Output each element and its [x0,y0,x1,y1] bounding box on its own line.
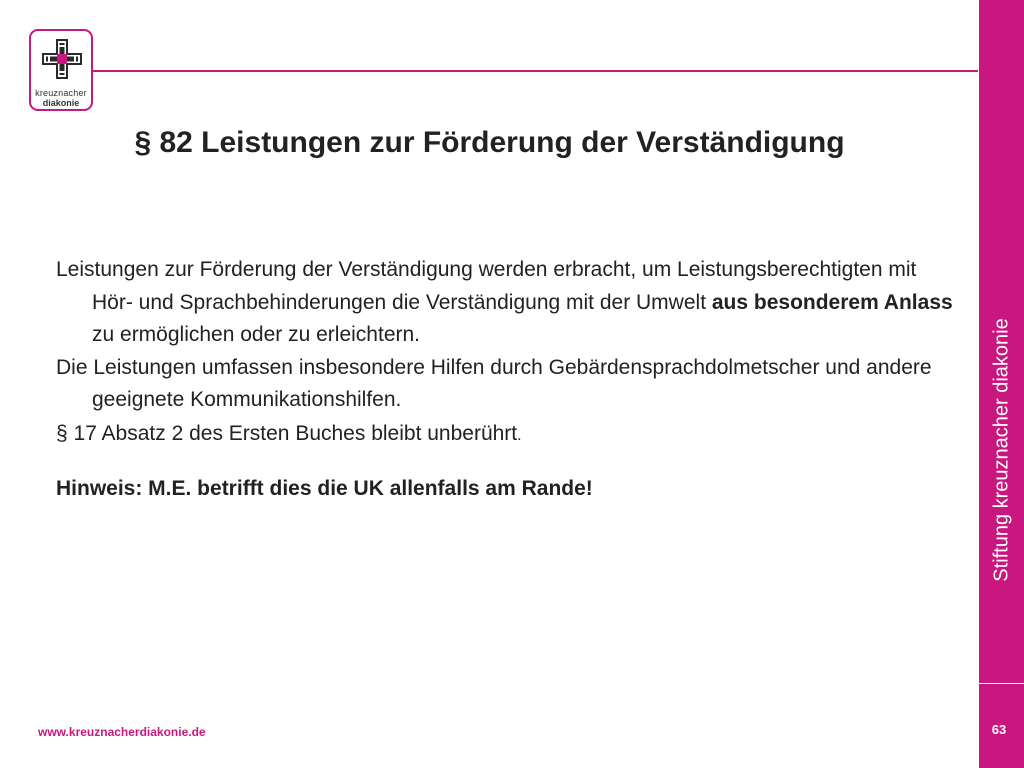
paragraph-3-text: § 17 Absatz 2 des Ersten Buches bleibt unberührt [56,421,518,445]
paragraph-1-bold: aus besonderem Anlass [711,290,953,314]
logo [29,29,93,111]
header-divider [93,70,978,72]
note-paragraph: Hinweis: M.E. betrifft dies die UK allenfalls am Rande! [56,477,593,500]
paragraph-2: Die Leistungen umfassen insbesondere Hilfen durch Gebärdensprachdolmetscher und andere geeignete Kommunikationshilfen. [56,355,932,411]
page-title: § 82 Leistungen zur Förderung der Verständigung [134,126,845,159]
paragraph-1-before: Leistungen zur Förderung der Verständigung werden erbracht, um Leistungsberechtigten mit Hör- und Sprachbehinderungen die Verständigung mit der Umwelt [56,258,917,314]
paragraph-3-end: . [517,426,522,444]
sidebar-divider [979,683,1024,684]
body-text [56,254,956,506]
logo-text-diakonie: diakonie [42,98,80,108]
paragraph-3 [56,418,956,453]
sidebar-vertical-text: Stiftung kreuznacher diakonie [990,318,1013,582]
paragraph-1 [56,254,956,352]
logo-text-kreuznacher: kreuznacher [35,88,87,98]
page-number: 63 [991,722,1007,737]
cross-logo-icon [40,37,84,81]
footer-url[interactable]: www.kreuznacherdiakonie.de [38,725,206,739]
paragraph-1-after: zu ermöglichen oder zu erleichtern. [92,323,421,346]
